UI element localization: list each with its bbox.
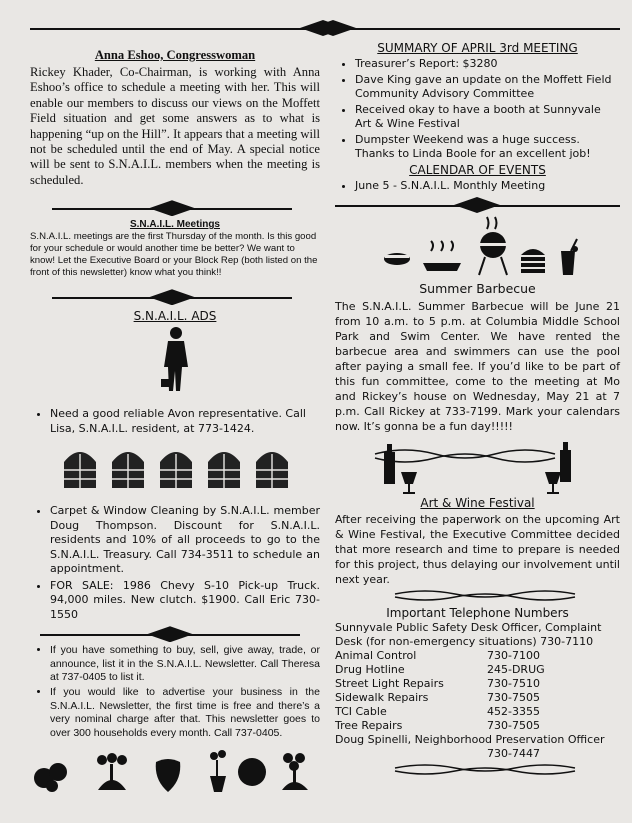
ads-list-2 <box>30 504 320 622</box>
phone-number: 730-7100 <box>487 649 540 662</box>
phone-row <box>335 691 620 705</box>
divider <box>52 289 292 307</box>
divider <box>335 20 620 38</box>
phone-name: Animal Control <box>335 649 417 662</box>
left-column <box>30 20 320 798</box>
phone-name: Tree Repairs <box>335 719 403 732</box>
divider <box>40 626 300 644</box>
wine-body: After receiving the paperwork on the upcoming Art & Wine Festival, the Executive Committee decided that more research and time to prepare is needed for this project, thus delaying our involvement until next year. <box>335 513 620 586</box>
note-item: • If you have something to buy, sell, give away, trade, or announce, list it in the S.N.A.I.L. Newsletter. Call Theresa at 737-0405 to list it. <box>50 644 320 684</box>
phone-number: 245-DRUG <box>487 663 545 676</box>
summary-item: • Dumpster Weekend was a huge success. Thanks to Linda Boole for an excellent job! <box>355 133 620 161</box>
phone-row <box>335 719 620 733</box>
bbq-body: The S.N.A.I.L. Summer Barbecue will be June 21 from 10 a.m. to 5 p.m. at Columbia Middle School Park and Swim Center. We have rented the barbecue area and swimmers can use the pool after paying a small fee. If you’d like to be part of this fun committee, come to the meeting at Mo and Rickey’s house on Wednesday, May 21 at 7 p.m. Call Rickey at 733-7199. Mark your calendars now. It’s gonna be a fun day!!!!! <box>335 300 620 433</box>
wavy-divider <box>335 588 620 602</box>
phone-name: Sidewalk Repairs <box>335 691 429 704</box>
phone-number: 730-7505 <box>487 719 540 732</box>
divider <box>52 200 292 218</box>
phone-number: 730-7510 <box>487 677 540 690</box>
phones-intro: Sunnyvale Public Safety Desk Officer, Complaint Desk (for non-emergency situations) 730-7110 <box>335 621 602 648</box>
phone-row <box>335 677 620 691</box>
phone-name: Drug Hotline <box>335 663 405 676</box>
bbq-title: Summer Barbecue <box>419 281 536 296</box>
phone-row <box>335 705 620 719</box>
eshoo-title: Anna Eshoo, Congresswoman <box>94 48 256 62</box>
calendar-title: CALENDAR OF EVENTS <box>409 163 546 177</box>
calendar-item: • June 5 - S.N.A.I.L. Monthly Meeting <box>355 179 620 193</box>
windows-illustration <box>30 444 320 490</box>
phone-row <box>335 649 620 663</box>
eshoo-body: Rickey Khader, Co-Chairman, is working with Anna Eshoo’s office to schedule a meeting with her. This will enable our members to discuss our views on the Moffett Field situation and get some answers as to what is happening “up on the Hill”. It appears that a meeting will not be scheduled until the end of May. A special notice will be sent to S.N.A.I.L. members when the meeting is scheduled. <box>30 65 320 187</box>
note-item: • If you would like to advertise your business in the S.N.A.I.L. Newsletter, the first time is free and there’s a very nominal charge after that. This newsletter goes to over 300 households every month. Call 737-0405. <box>50 686 320 740</box>
barbecue-illustration <box>335 215 620 277</box>
summary-title: SUMMARY OF APRIL 3rd MEETING <box>377 41 578 55</box>
right-column <box>335 20 620 780</box>
phones-outro-name: Doug Spinelli, Neighborhood Preservation Officer <box>335 733 605 746</box>
businesswoman-icon <box>30 325 320 397</box>
phone-number: 730-7505 <box>487 691 540 704</box>
ads-notes <box>30 644 320 740</box>
fruit-flowers-illustration <box>30 748 320 794</box>
wine-title: Art & Wine Festival <box>420 496 535 510</box>
summary-item: • Received okay to have a booth at Sunnyvale Art & Wine Festival <box>355 103 620 131</box>
phones-outro-number: 730-7447 <box>487 747 540 760</box>
phone-number: 452-3355 <box>487 705 540 718</box>
ad-item: • Need a good reliable Avon representative. Call Lisa, S.N.A.I.L. resident, at 773-1424. <box>50 407 320 436</box>
meetings-body: S.N.A.I.L. meetings are the first Thursday of the month. Is this good for your schedule or would another time be better? We want to know! Let the Executive Board or your Block Rep (both listed on the front of this newsletter) know what you think!! <box>30 231 318 279</box>
divider <box>30 20 320 38</box>
summary-item: • Dave King gave an update on the Moffett Field Community Advisory Committee <box>355 73 620 101</box>
summary-list <box>335 57 620 161</box>
ad-item: • FOR SALE: 1986 Chevy S-10 Pick-up Truck. 94,000 miles. New clutch. $1900. Call Eric 730-1550 <box>50 579 320 623</box>
divider <box>335 197 620 215</box>
phone-row <box>335 663 620 677</box>
summary-item: • Treasurer’s Report: $3280 <box>355 57 620 71</box>
phone-name: Street Light Repairs <box>335 677 444 690</box>
ads-title: S.N.A.I.L. ADS <box>133 309 217 324</box>
ad-item: • Carpet & Window Cleaning by S.N.A.I.L. member Doug Thompson. Discount for S.N.A.I.L. residents and 10% of all proceeds to go to the S.N.A.I.L. Treasury. Call 734-3511 to schedule an appointment. <box>50 504 320 577</box>
phones-title: Important Telephone Numbers <box>386 606 569 620</box>
meetings-title: S.N.A.I.L. Meetings <box>129 219 220 231</box>
wine-divider <box>335 434 620 504</box>
phone-name: TCI Cable <box>335 705 387 718</box>
calendar-list <box>335 179 620 193</box>
wavy-divider <box>335 762 620 776</box>
ads-list-1 <box>30 407 320 436</box>
